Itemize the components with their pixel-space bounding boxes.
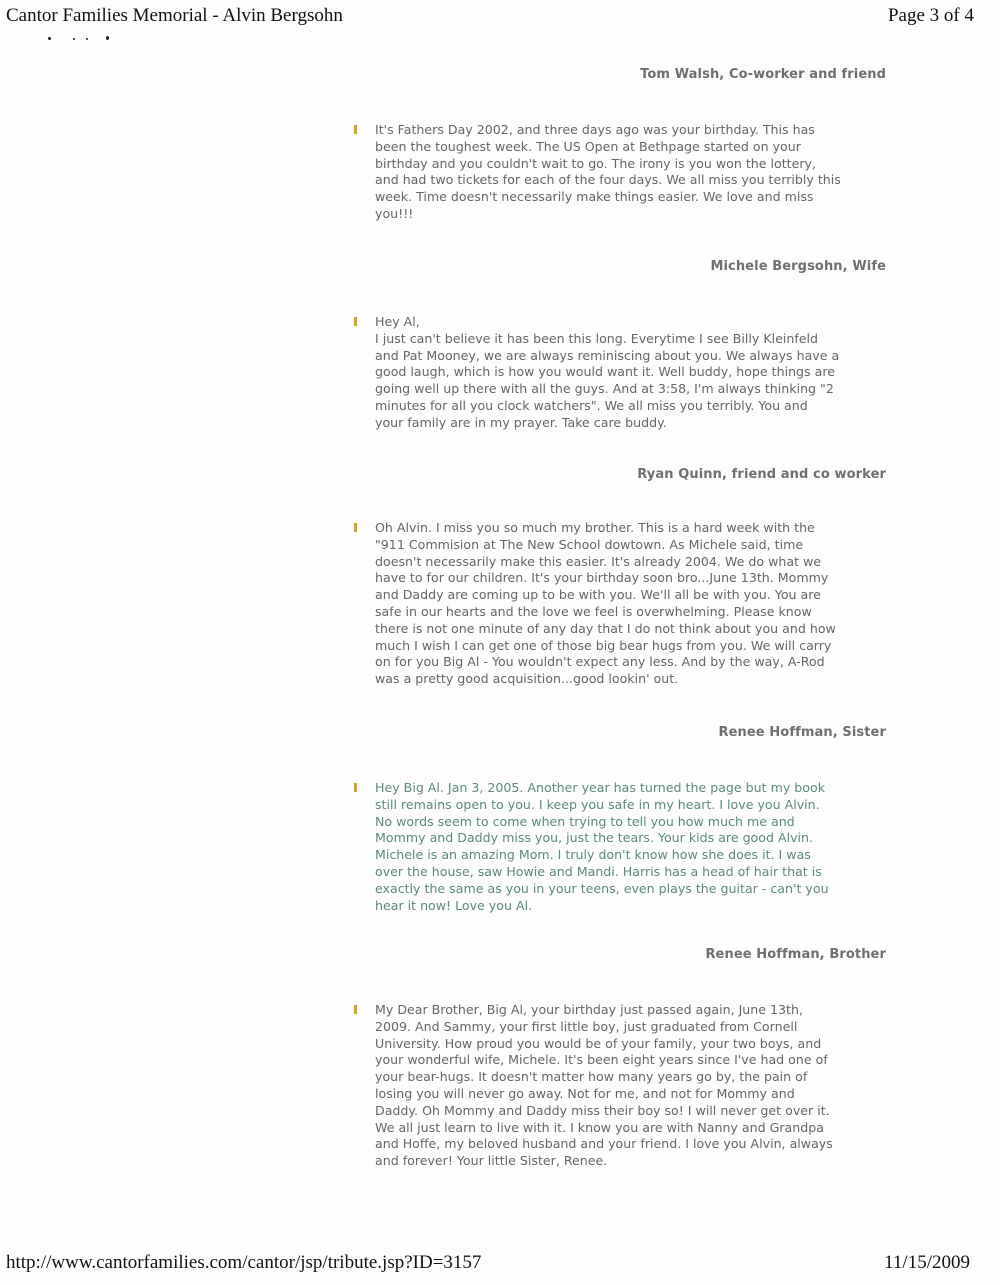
tribute-message: My Dear Brother, Big Al, your birthday just passed again, June 13th, 2009. And Sammy, your first little boy, just graduated from Cornell University. How proud you would be of your family, your two boys, and your wonderful wife, Michele. It's been eight years since I've had one of your bear-hugs. It doesn't matter how many years go by, the pain of losing you will never go away. Not for me, and not for Mommy and Daddy. Oh Mommy and Daddy miss their boy so! I will never get over it. We all just learn to live with it. I know you are with Nanny and Grandpa and Hoffe, my beloved husband and your friend. I love you Alvin, always and forever! Your little Sister, Renee. xyxy=(375,1002,833,1169)
bullet-marker xyxy=(354,125,357,134)
tribute-author: Ryan Quinn, friend and co worker xyxy=(637,467,886,482)
tribute-entry xyxy=(354,122,914,223)
bullet-marker xyxy=(354,317,357,326)
tribute-author: Tom Walsh, Co-worker and friend xyxy=(640,67,886,82)
bullet-marker xyxy=(354,523,357,532)
tribute-author: Renee Hoffman, Brother xyxy=(705,947,886,962)
tribute-entry xyxy=(354,520,914,688)
tribute-message: Hey Big Al. Jan 3, 2005. Another year has turned the page but my book still remains open to you. I keep you safe in my heart. I love you Alvin. No words seem to come when trying to tell you how much me and Mommy and Daddy miss you, just the tears. Your kids are good Alvin. Michele is an amazing Mom. I truly don't know how she does it. I was over the house, saw Howie and Mandi. Harris has a head of hair that is exactly the same as you in your teens, even plays the guitar - can't you hear it now! Love you Al. xyxy=(375,780,829,913)
page-number: Page 3 of 4 xyxy=(887,5,974,26)
document-title: Cantor Families Memorial - Alvin Bergsohn xyxy=(6,5,343,26)
scan-speck xyxy=(86,38,88,40)
tribute-entry xyxy=(354,314,914,432)
print-date: 11/15/2009 xyxy=(884,1252,970,1273)
scan-speck xyxy=(106,36,109,40)
tribute-message: Hey Al, I just can't believe it has been this long. Everytime I see Billy Kleinfeld and Pat Mooney, we are always reminiscing about you. We always have a good laugh, which is how you would want it. Well buddy, hope things are going well up there with all the guys. And at 3:58, I'm always thinking "2 minutes for all you clock watchers". We all miss you terribly. You and your family are in my prayer. Take care buddy. xyxy=(375,314,840,430)
tribute-message: It's Fathers Day 2002, and three days ago was your birthday. This has been the toughest week. The US Open at Bethpage started on your birthday and you couldn't wait to go. The irony is you won the lottery, and had two tickets for each of the four days. We all miss you terribly this week. Time doesn't necessarily make things easier. We love and miss you!!! xyxy=(375,122,841,221)
bullet-marker xyxy=(354,1005,357,1014)
tribute-entry xyxy=(354,1002,914,1170)
tribute-entry xyxy=(354,780,914,914)
page-url: http://www.cantorfamilies.com/cantor/jsp/tribute.jsp?ID=3157 xyxy=(6,1252,482,1273)
tribute-author: Michele Bergsohn, Wife xyxy=(710,259,886,274)
tribute-message: Oh Alvin. I miss you so much my brother. This is a hard week with the "911 Commision at The New School dowtown. As Michele said, time doesn't necessarily make this easier. It's already 2004. We do what we have to for our children. It's your birthday soon bro...June 13th. Mommy and Daddy are coming up to be with you. We'll all be with you. You are safe in our hearts and the love we feel is overwhelming. Please know there is not one minute of any day that I do not think about you and how much I wish I can get one of those big bear hugs from you. We will carry on for you Big Al - You wouldn't expect any less. And by the way, A-Rod was a pretty good acquisition...good lookin' out. xyxy=(375,520,836,687)
scan-speck xyxy=(48,37,51,40)
bullet-marker xyxy=(354,783,357,792)
tribute-author: Renee Hoffman, Sister xyxy=(718,725,886,740)
scan-specks xyxy=(36,34,116,42)
scan-speck xyxy=(73,38,75,40)
